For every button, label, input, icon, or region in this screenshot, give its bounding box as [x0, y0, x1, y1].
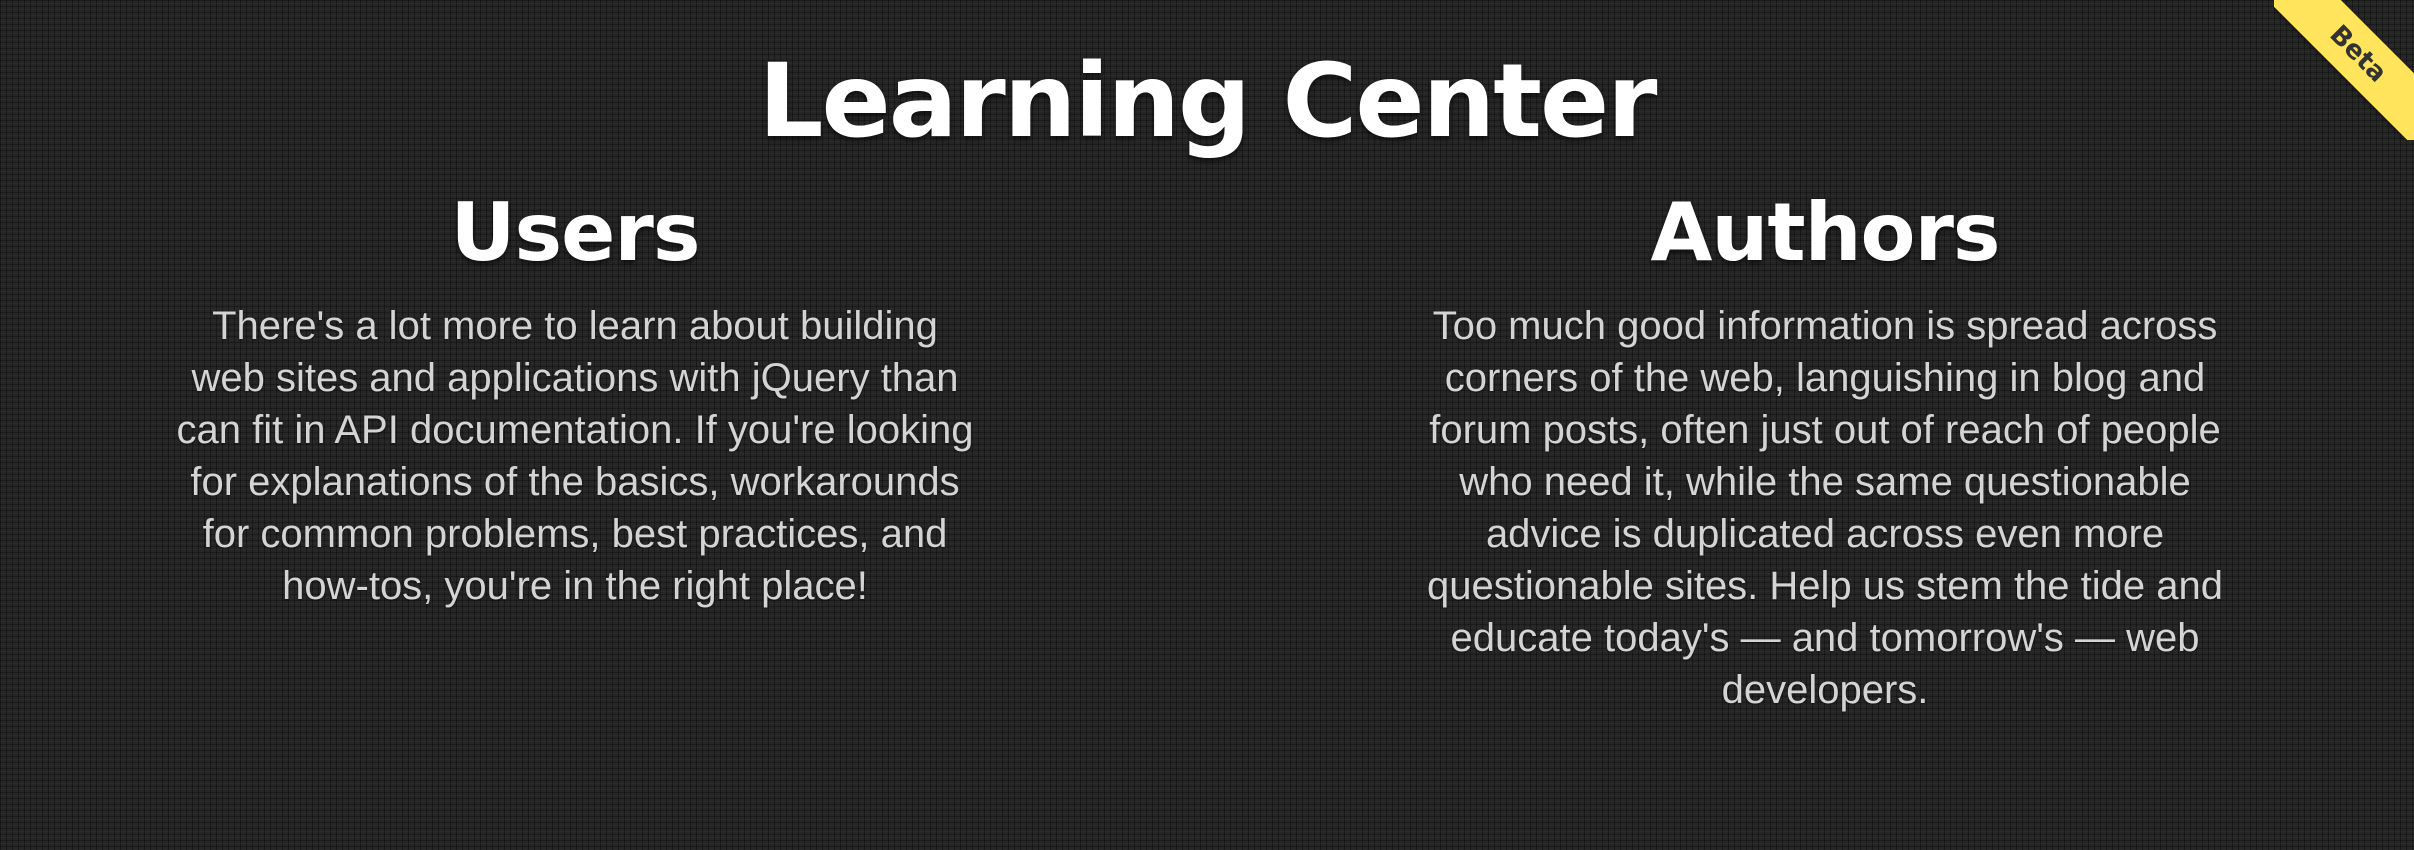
beta-band [2274, 0, 2414, 140]
authors-section [1410, 180, 2240, 716]
users-heading: Users [450, 186, 700, 279]
users-description: There's a lot more to learn about building web sites and applications with jQuery than can fit in API documentation. If you're looking for explanations of the basics, workarounds for common problems, best practices, and how-tos, you're in the right place! [176, 304, 974, 608]
page-title: Learning Center [758, 42, 1656, 161]
authors-heading: Authors [1650, 186, 2000, 279]
authors-description: Too much good information is spread across corners of the web, languishing in blog and forum posts, often just out of reach of people who need it, while the same questionable advice is duplicated across even more questionable sites. Help us stem the tide and educate today's — and tomorrow's — web developers. [1426, 304, 2224, 712]
users-section [160, 180, 990, 612]
beta-ribbon [2274, 0, 2414, 140]
beta-label: Beta [2323, 19, 2393, 89]
